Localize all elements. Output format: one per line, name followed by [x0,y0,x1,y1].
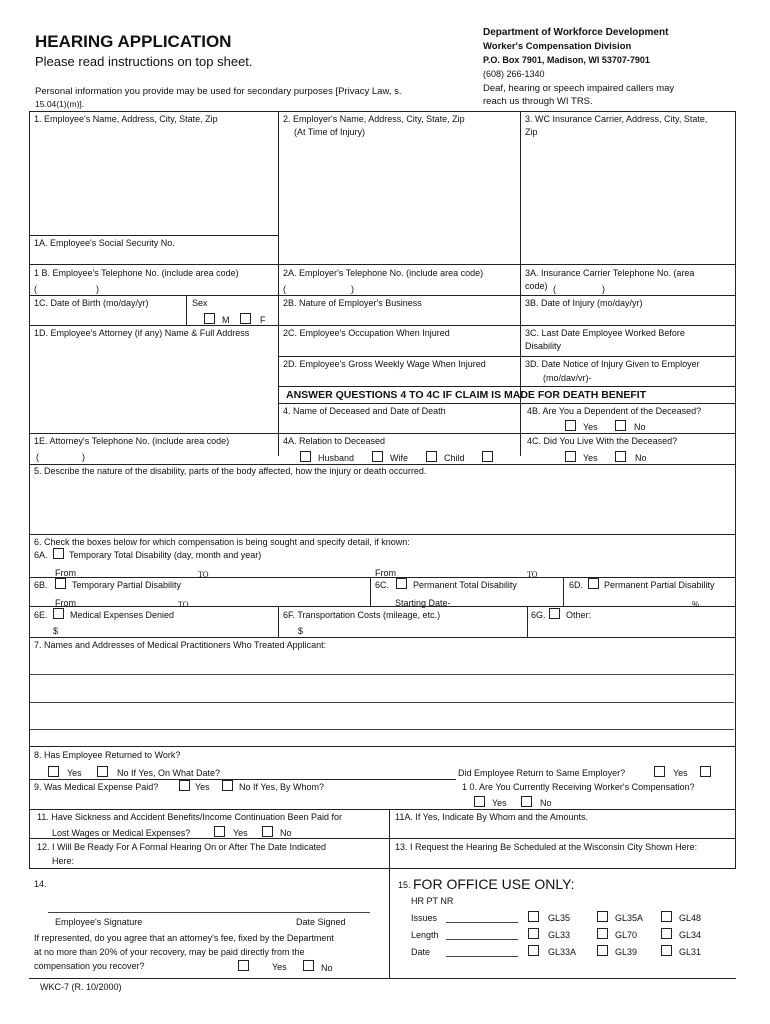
transport-costs-label: 6F. Transportation Costs (mileage, etc.) [283,610,441,620]
signature-line [48,912,370,913]
ttd-checkbox[interactable] [53,548,64,559]
office-hr-pt-nr: HR PT NR [411,896,454,906]
notice-date-label: 3D. Date Notice of Injury Given to Employer [525,359,700,369]
ttd-number: 6A. [34,550,48,560]
tty-notice: Deaf, hearing or speech impaired callers may [483,83,675,94]
returned-to-work-question: 8. Has Employee Returned to Work? [34,750,181,760]
other-label: Other: [566,610,592,620]
relation-wife-checkbox[interactable] [372,451,383,462]
disability-description-label: 5. Describe the nature of the disability, parts of the body affected, how the injury or death occurred. [34,466,427,476]
insurance-carrier-label: 3. WC Insurance Carrier, Address, City, State, [525,114,708,124]
attorney-phone-field[interactable] [42,450,276,463]
other-number: 6G. [531,610,546,620]
signature-field[interactable] [48,893,370,911]
notice-date-format: (mo/dav/vr)- [543,373,592,383]
hearing-ready-date-label: 12. I Will Be Ready For A Formal Hearing On or After The Date Indicated [37,842,326,852]
employee-attorney-label: 1D. Employee's Attorney (if any) Name & Full Address [34,328,250,338]
office-code-checkbox[interactable] [661,945,672,956]
division-name: Worker's Compensation Division [483,41,632,52]
hearing-ready-date-label-cont: Here: [52,856,75,866]
employee-signature-label: Employee's Signature [55,917,143,927]
medical-paid-no-checkbox[interactable] [222,780,233,791]
privacy-notice: Personal information you provide may be used for secondary purposes [Privacy Law, s. [35,86,402,97]
attorney-phone-paren-close: ) [82,452,85,462]
department-address: P.O. Box 7901, Madison, WI 53707-7901 [483,55,650,65]
medical-denied-dollar: $ [53,626,59,636]
carrier-phone-paren-open: ( [553,284,556,294]
ttd-from-label: From [55,568,76,578]
returned-yes-label: Yes [67,768,82,778]
attorney-fee-question-end: compensation you recover? [34,961,145,971]
ptd-to-label: TO [527,570,538,579]
carrier-phone-paren-close: ) [602,284,605,294]
other-checkbox[interactable] [549,608,560,619]
lived-with-deceased-question: 4C. Did You Live With the Deceased? [527,436,678,446]
sex-female-checkbox[interactable] [240,313,251,324]
sickness-benefits-yes-checkbox[interactable] [214,826,225,837]
office-code-checkbox[interactable] [597,945,608,956]
employee-phone-paren-open: ( [34,284,37,294]
tpd-from-label: From [55,598,76,608]
relation-husband-label: Husband [318,453,355,463]
office-code-label: GL39 [615,947,638,957]
attorney-fee-yes-checkbox[interactable] [238,960,249,971]
sickness-benefits-question: 11. Have Sickness and Accident Benefits/Income Continuation Been Paid for [37,812,343,822]
relation-other-checkbox[interactable] [482,451,493,462]
insurance-carrier-label-cont: Zip [525,127,538,137]
injury-date-field[interactable] [521,310,734,324]
relation-to-deceased-label: 4A. Relation to Deceased [283,436,386,446]
carrier-phone-label: 3A. Insurance Carrier Telephone No. (area [525,268,695,278]
sickness-benefits-whom-label: 11A. If Yes, Indicate By Whom and the Amounts. [395,812,588,822]
gross-weekly-wage-field[interactable] [279,371,519,385]
dependent-no-label: No [634,422,646,432]
sex-label: Sex [192,298,208,308]
form-id: WKC-7 (R. 10/2000) [40,982,122,992]
office-code-checkbox[interactable] [528,911,539,922]
office-code-label: GL33A [548,947,577,957]
employee-ssn-label: 1A. Employee's Social Security No. [34,238,175,248]
date-signed-label: Date Signed [296,917,346,927]
returned-yes-checkbox[interactable] [48,766,59,777]
employer-phone-paren-open: ( [283,284,286,294]
same-employer-question: Did Employee Return to Same Employer? [458,768,626,778]
employer-business-label: 2B. Nature of Employer's Business [283,298,422,308]
death-benefit-header: ANSWER QUESTIONS 4 TO 4C IF CLAIM IS MADE FOR DEATH BENEFIT [286,389,647,401]
attorney-fee-question: If represented, do you agree that an attorney's fee, fixed by the Department [34,933,334,943]
employee-phone-paren-close: ) [96,284,99,294]
carrier-phone-label-cont: code) [525,281,548,291]
deceased-name-date-label: 4. Name of Deceased and Date of Death [283,406,446,416]
attorney-fee-no-label: No [321,963,333,973]
employee-dob-field[interactable] [30,310,185,324]
office-length-label: Length [411,930,439,940]
relation-husband-checkbox[interactable] [300,451,311,462]
lived-with-no-checkbox[interactable] [615,451,626,462]
attorney-fee-yes-label: Yes [272,962,287,972]
last-date-worked-label: 3C. Last Date Employee Worked Before [525,328,685,338]
returned-no-checkbox[interactable] [97,766,108,777]
department-phone: (608) 266-1340 [483,69,545,79]
relation-wife-label: Wife [390,453,408,463]
same-employer-yes-label: Yes [673,768,688,778]
last-date-worked-label-cont: Disability [525,341,562,351]
ptd-from-label: From [375,568,396,578]
perm-partial-number: 6D. [569,580,584,590]
form-title: HEARING APPLICATION [35,32,232,51]
sex-male-label: M [222,315,230,325]
medical-practitioners-field[interactable] [30,652,734,745]
sickness-benefits-question-cont: Lost Wages or Medical Expenses? [52,828,191,838]
compensation-intro: 6. Check the boxes below for which compensation is being sought and specify detail, if known: [34,537,410,547]
tpd-number: 6B. [34,580,48,590]
employee-attorney-field[interactable] [30,341,277,432]
same-employer-no-checkbox[interactable] [700,766,711,777]
dependent-yes-label: Yes [583,422,598,432]
receiving-wc-no-label: No [540,798,552,808]
gross-weekly-wage-label: 2D. Employee's Gross Weekly Wage When Injured [283,359,486,369]
attorney-fee-question-cont: at no more than 20% of your recovery, may be paid directly from the [34,947,305,957]
medical-paid-no-label: No If Yes, By Whom? [239,782,325,792]
employee-occupation-field[interactable] [279,340,519,355]
tpd-checkbox[interactable] [55,578,66,589]
medical-denied-checkbox[interactable] [53,608,64,619]
perm-partial-checkbox[interactable] [588,578,599,589]
office-issues-line [446,922,518,923]
employer-business-field[interactable] [279,310,519,324]
office-issues-label: Issues [411,913,438,923]
office-code-label: GL33 [548,930,571,940]
office-code-checkbox[interactable] [528,928,539,939]
employee-phone-field[interactable] [40,282,276,294]
office-use-title: FOR OFFICE USE ONLY: [413,876,575,892]
receiving-wc-question: 1 0. Are You Currently Receiving Worker's Compensation? [462,782,695,792]
carrier-phone-field[interactable] [559,282,733,294]
attorney-phone-paren-open: ( [36,452,39,462]
office-code-checkbox[interactable] [528,945,539,956]
ttd-label: Temporary Total Disability (day, month and year) [69,550,262,560]
sickness-benefits-no-label: No [280,828,292,838]
employee-name-address-label: 1. Employee's Name, Address, City, State, Zip [34,114,218,124]
injury-date-label: 3B. Date of Injury (mo/day/yr) [525,298,643,308]
receiving-wc-no-checkbox[interactable] [521,796,532,807]
lived-with-no-label: No [635,453,647,463]
office-code-label: GL31 [679,947,702,957]
office-code-label: GL48 [679,913,702,923]
dependent-question: 4B. Are You a Dependent of the Deceased? [527,406,702,416]
deceased-name-date-field[interactable] [279,418,519,432]
office-code-checkbox[interactable] [597,911,608,922]
section-15-number: 15. [398,880,411,890]
tpd-to-label: TO [178,600,189,609]
employee-phone-label: 1 B. Employee's Telephone No. (include area code) [34,268,239,278]
office-date-line [446,956,518,957]
medical-denied-label: Medical Expenses Denied [70,610,175,620]
disability-description-field[interactable] [30,479,734,533]
form-subtitle: Please read instructions on top sheet. [35,54,253,69]
dependent-yes-checkbox[interactable] [565,420,576,431]
employer-name-address-field[interactable] [279,140,519,263]
attorney-phone-label: 1E. Attorney's Telephone No. (include area code) [34,436,230,446]
perm-total-starting-date: Starting Date- [395,598,451,608]
office-code-label: GL35A [615,913,644,923]
medical-paid-yes-checkbox[interactable] [179,780,190,791]
employee-name-address-field[interactable] [30,140,277,234]
sickness-benefits-no-checkbox[interactable] [262,826,273,837]
department-name: Department of Workforce Development [483,27,669,38]
ttd-to-label: TO [198,570,209,579]
lived-with-yes-checkbox[interactable] [565,451,576,462]
employee-dob-label: 1C. Date of Birth (mo/day/yr) [34,298,149,308]
insurance-carrier-field[interactable] [521,140,734,263]
receiving-wc-yes-label: Yes [492,798,507,808]
section-14-number: 14. [34,879,47,889]
same-employer-yes-checkbox[interactable] [654,766,665,777]
sickness-benefits-yes-label: Yes [233,828,248,838]
transport-costs-dollar: $ [298,626,304,636]
perm-total-label: Permanent Total Disability [413,580,517,590]
office-code-label: GL70 [615,930,638,940]
employee-occupation-label: 2C. Employee's Occupation When Injured [283,328,450,338]
dependent-no-checkbox[interactable] [615,420,626,431]
employer-time-of-injury-note: (At Time of Injury) [294,127,366,137]
employer-phone-paren-close: ) [351,284,354,294]
perm-partial-label: Permanent Partial Disability [604,580,715,590]
tty-notice-cont: reach us through WI TRS. [483,96,593,107]
returned-no-label: No If Yes, On What Date? [117,768,221,778]
attorney-fee-no-checkbox[interactable] [303,960,314,971]
employer-name-address-label: 2. Employer's Name, Address, City, State, Zip [283,114,465,124]
medical-paid-yes-label: Yes [195,782,210,792]
relation-child-checkbox[interactable] [426,451,437,462]
medical-paid-question: 9. Was Medical Expense Paid? [34,782,159,792]
office-code-checkbox[interactable] [661,911,672,922]
employee-ssn-field[interactable] [30,250,277,263]
office-code-label: GL35 [548,913,571,923]
office-code-checkbox[interactable] [597,928,608,939]
privacy-notice-cont: 15.04(1)(m)]. [35,99,85,109]
medical-practitioners-label: 7. Names and Addresses of Medical Practitioners Who Treated Applicant: [34,640,327,650]
lived-with-yes-label: Yes [583,453,598,463]
receiving-wc-yes-checkbox[interactable] [474,796,485,807]
perm-total-number: 6C. [375,580,390,590]
office-length-line [446,939,518,940]
hearing-ready-date-field[interactable] [80,854,386,867]
relation-child-label: Child [444,453,465,463]
hearing-city-label: 13. I Request the Hearing Be Scheduled at the Wisconsin City Shown Here: [395,842,698,852]
tpd-label: Temporary Partial Disability [72,580,182,590]
sex-male-checkbox[interactable] [204,313,215,324]
employer-phone-field[interactable] [289,282,518,294]
medical-denied-number: 6E. [34,610,48,620]
office-code-checkbox[interactable] [661,928,672,939]
office-date-label: Date [411,947,431,957]
sickness-benefits-whom-field[interactable] [391,824,734,837]
hearing-city-field[interactable] [391,854,734,867]
sex-female-label: F [260,315,266,325]
perm-total-checkbox[interactable] [396,578,407,589]
employer-phone-label: 2A. Employer's Telephone No. (include area code) [283,268,484,278]
perm-partial-percent: % [692,600,700,609]
office-code-label: GL34 [679,930,702,940]
